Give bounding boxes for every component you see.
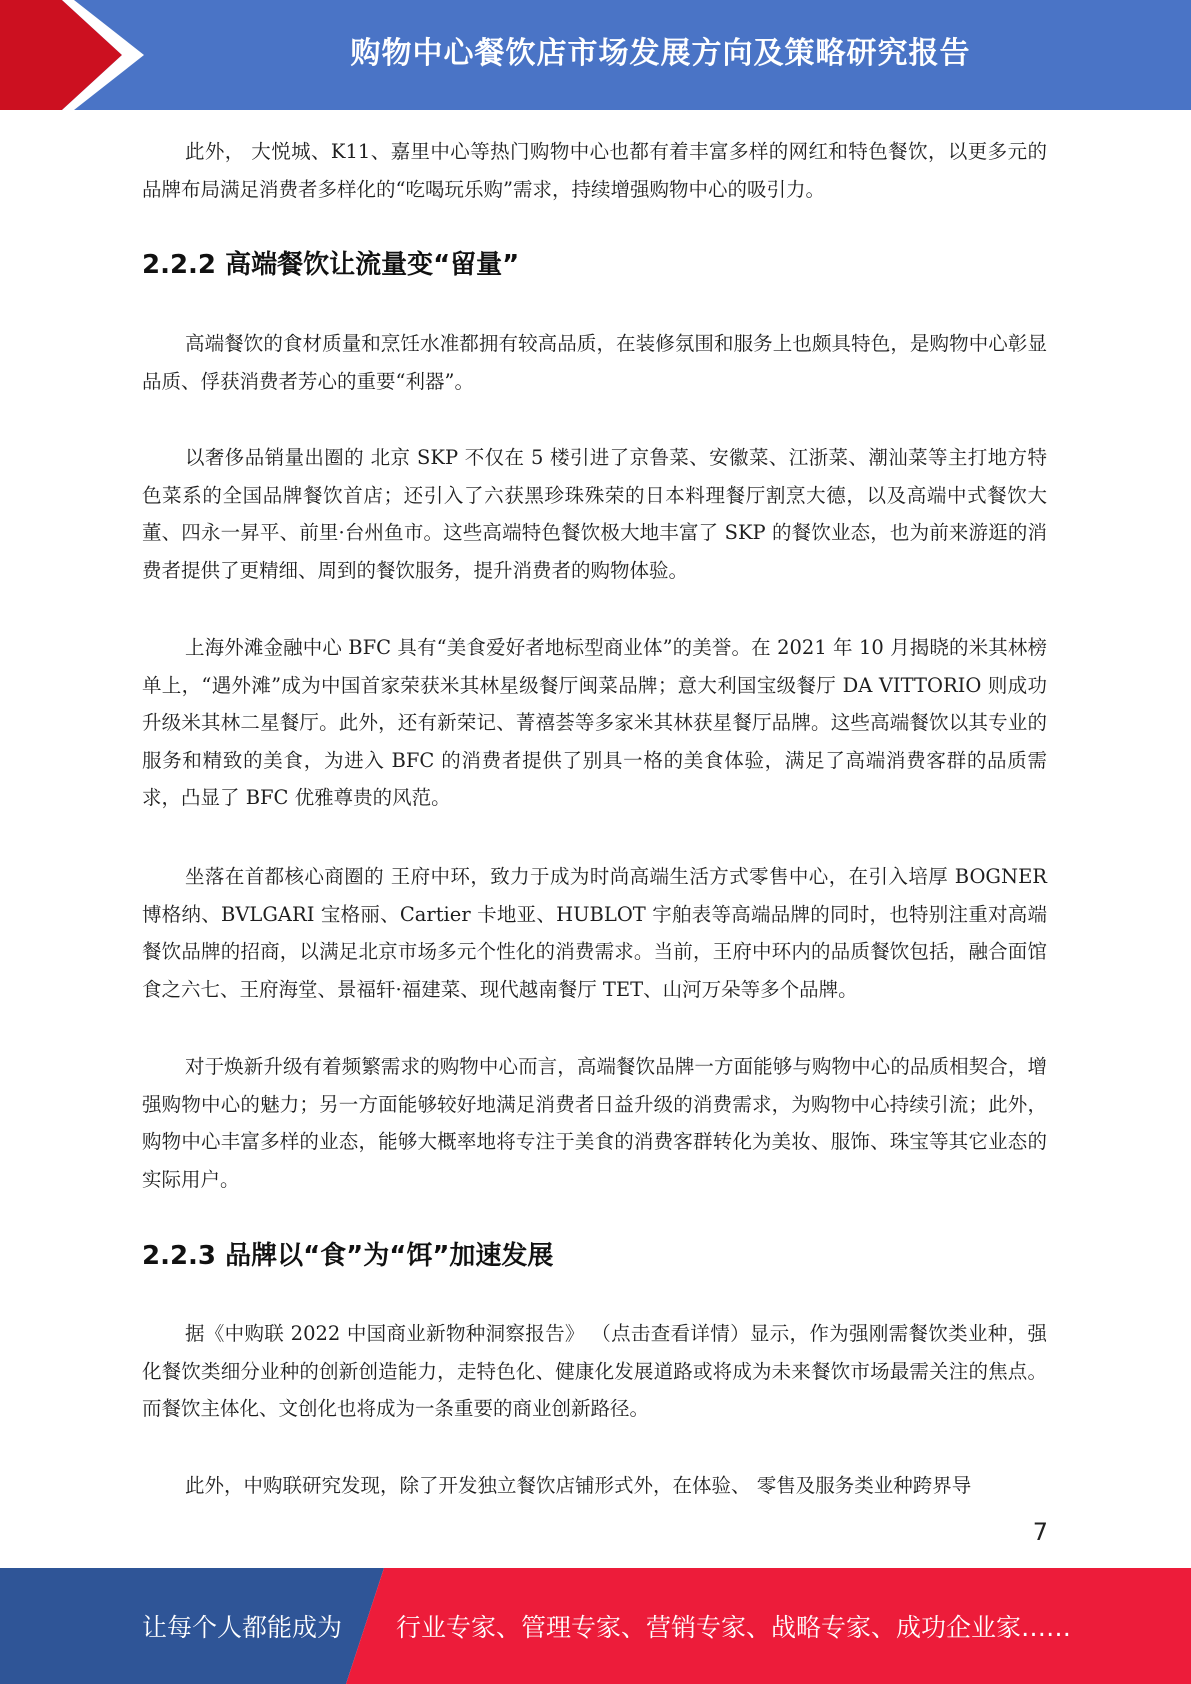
- paragraph: 对于焕新升级有着频繁需求的购物中心而言，高端餐饮品牌一方面能够与购物中心的品质相契合，增强购物中心的魅力；另一方面能够较好地满足消费者日益升级的消费需求，为购物中心持续引流；此外，购物中心丰富多样的业态，能够大概率地将专注于美食的消费客群转化为美妆、服饰、珠宝等其它业态的实际用户。: [142, 1055, 1047, 1191]
- paragraph: 据《中购联 2022 中国商业新物种洞察报告》 （点击查看详情）显示，作为强刚需餐饮类业种，强化餐饮类细分业种的创新创造能力，走特色化、健康化发展道路或将成为未来餐饮市场最需关注的焦点。而餐饮主体化、文创化也将成为一条重要的商业创新路径。: [142, 1322, 1047, 1420]
- section-heading: 2.2.3 品牌以“食”为“饵”加速发展: [142, 1241, 554, 1271]
- paragraph: 此外， 大悦城、K11、嘉里中心等热门购物中心也都有着丰富多样的网红和特色餐饮，以更多元的品牌布局满足消费者多样化的“吃喝玩乐购”需求，持续增强购物中心的吸引力。: [142, 140, 1047, 201]
- paragraph: 高端餐饮的食材质量和烹饪水准都拥有较高品质，在装修氛围和服务上也颇具特色，是购物中心彰显品质、俘获消费者芳心的重要“利器”。: [142, 332, 1047, 393]
- section-heading: 2.2.2 高端餐饮让流量变“留量”: [142, 250, 520, 280]
- footer-slogan-right: 行业专家、管理专家、营销专家、战略专家、成功企业家……: [396, 1613, 1072, 1642]
- paragraph: 坐落在首都核心商圈的 王府中环，致力于成为时尚高端生活方式零售中心，在引入培厚 BOGNER 博格纳、BVLGARI 宝格丽、Cartier 卡地亚、HUBLOT 宇舶表等高端品牌的同时，也特别注重对高端餐饮品牌的招商，以满足北京市场多元个性化的消费需求。当前，王府中环内的品质餐饮包括，融合面馆食之六七、王府海堂、景福轩·福建菜、现代越南餐厅 TET、山河万朵等多个品牌。: [142, 865, 1047, 1001]
- paragraph: 上海外滩金融中心 BFC 具有“美食爱好者地标型商业体”的美誉。在 2021 年 10 月揭晓的米其林榜单上，“遇外滩”成为中国首家荣获米其林星级餐厅闽菜品牌；意大利国宝级餐厅 DA VITTORIO 则成功升级米其林二星餐厅。此外，还有新荣记、菁禧荟等多家米其林获星餐厅品牌。这些高端餐饮以其专业的服务和精致的美食，为进入 BFC 的消费者提供了别具一格的美食体验，满足了高端消费客群的品质需求，凸显了 BFC 优雅尊贵的风范。: [142, 636, 1047, 809]
- page-number: 7: [1032, 1518, 1048, 1546]
- paragraph: 以奢侈品销量出圈的 北京 SKP 不仅在 5 楼引进了京鲁菜、安徽菜、江浙菜、潮汕菜等主打地方特色菜系的全国品牌餐饮首店；还引入了六获黑珍珠殊荣的日本料理餐厅割烹大德，以及高端中式餐饮大董、四永一昇平、前里·台州鱼市。这些高端特色餐饮极大地丰富了 SKP 的餐饮业态，也为前来游逛的消费者提供了更精细、周到的餐饮服务，提升消费者的购物体验。: [142, 446, 1047, 582]
- header-arrow-decoration: [0, 0, 160, 110]
- document-title: 购物中心餐饮店市场发展方向及策略研究报告: [350, 36, 971, 71]
- paragraph: 此外，中购联研究发现，除了开发独立餐饮店铺形式外，在体验、 零售及服务类业种跨界导: [185, 1474, 972, 1497]
- header-band: [0, 0, 1191, 110]
- footer-band: [0, 1568, 1191, 1684]
- footer-slogan-left: 让每个人都能成为: [142, 1613, 343, 1642]
